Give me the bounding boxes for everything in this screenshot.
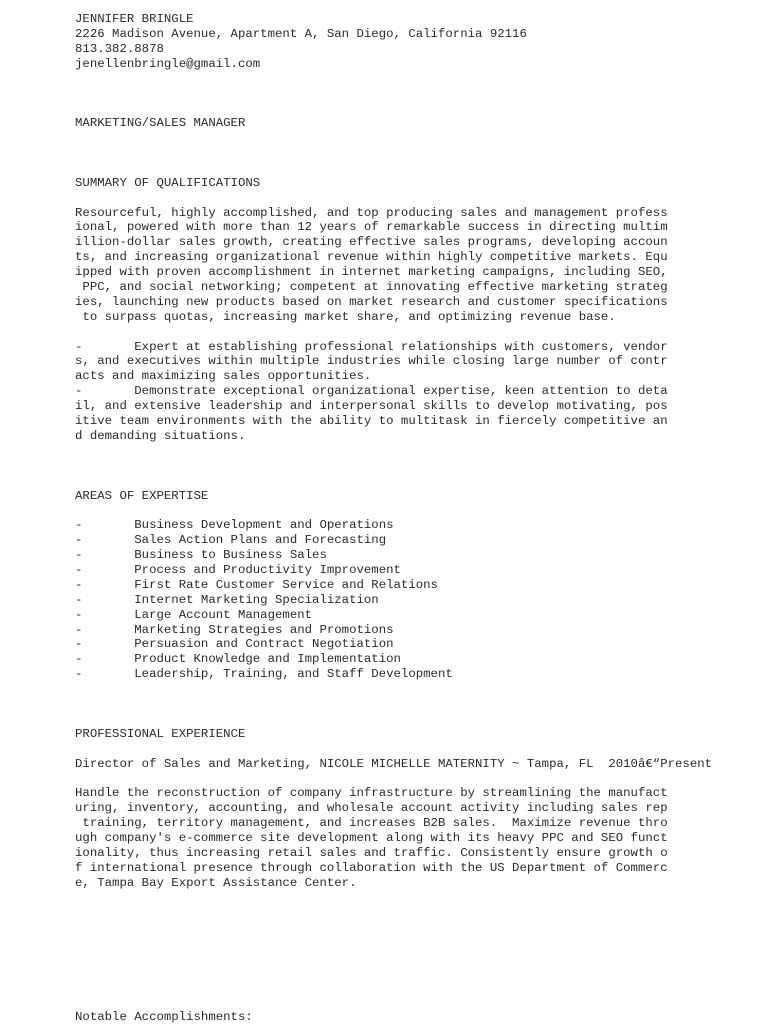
summary-bullet-line: - Expert at establishing professional relationships with customers, vendor xyxy=(75,339,668,354)
expertise-item: - Persuasion and Contract Negotiation xyxy=(75,637,394,652)
expertise-item: - Business Development and Operations xyxy=(75,518,394,533)
job-description-line: e, Tampa Bay Export Assistance Center. xyxy=(75,875,357,890)
job-description-line: ugh company's e-commerce site development along with its heavy PPC and SEO funct xyxy=(75,830,668,845)
summary-bullet-line: acts and maximizing sales opportunities. xyxy=(75,369,372,384)
job-title-line: Director of Sales and Marketing, NICOLE MICHELLE MATERNITY ~ Tampa, FL 2010â€“Present xyxy=(75,756,713,771)
expertise-item: - Business to Business Sales xyxy=(75,548,327,563)
expertise-item: - Large Account Management xyxy=(75,607,313,622)
summary-bullet-line: - Demonstrate exceptional organizational expertise, keen attention to deta xyxy=(75,384,668,399)
expertise-item: - First Rate Customer Service and Relations xyxy=(75,577,438,592)
summary-line: ies, launching new products based on market research and customer specifications xyxy=(75,294,668,309)
accomplishments-heading: Notable Accomplishments: xyxy=(75,1009,253,1024)
summary-line: ts, and increasing organizational revenue within highly competitive markets. Equ xyxy=(75,250,668,265)
expertise-heading: AREAS OF EXPERTISE xyxy=(75,488,209,503)
expertise-item: - Internet Marketing Specialization xyxy=(75,592,379,607)
summary-line: ional, powered with more than 12 years of remarkable success in directing multim xyxy=(75,220,668,235)
expertise-item: - Product Knowledge and Implementation xyxy=(75,652,401,667)
summary-line: to surpass quotas, increasing market share, and optimizing revenue base. xyxy=(75,309,616,324)
applicant-address: 2226 Madison Avenue, Apartment A, San Diego, California 92116 xyxy=(75,26,527,41)
job-description-line: uring, inventory, accounting, and wholesale account activity including sales rep xyxy=(75,801,668,816)
job-description-line: Handle the reconstruction of company infrastructure by streamlining the manufact xyxy=(75,786,668,801)
summary-bullet-line: s, and executives within multiple industries while closing large number of contr xyxy=(75,354,668,369)
applicant-email: jenellenbringle@gmail.com xyxy=(75,56,261,71)
resume-document xyxy=(75,12,712,1025)
applicant-phone: 813.382.8878 xyxy=(75,41,164,56)
experience-heading: PROFESSIONAL EXPERIENCE xyxy=(75,726,246,741)
job-description xyxy=(75,786,712,890)
expertise-item: - Process and Productivity Improvement xyxy=(75,562,401,577)
expertise-item: - Marketing Strategies and Promotions xyxy=(75,622,394,637)
summary-heading: SUMMARY OF QUALIFICATIONS xyxy=(75,175,261,190)
summary-line: Resourceful, highly accomplished, and top producing sales and management profess xyxy=(75,205,668,220)
summary-bullet-line: itive team environments with the ability to multitask in fiercely competitive an xyxy=(75,414,668,429)
summary-line: PPC, and social networking; competent at innovating effective marketing strateg xyxy=(75,280,668,295)
expertise-item: - Sales Action Plans and Forecasting xyxy=(75,533,387,548)
summary-bullet-line: il, and extensive leadership and interpersonal skills to develop motivating, pos xyxy=(75,399,668,414)
expertise-item: - Leadership, Training, and Staff Development xyxy=(75,667,453,682)
objective-title: MARKETING/SALES MANAGER xyxy=(75,116,246,131)
summary-line: ipped with proven accomplishment in internet marketing campaigns, including SEO, xyxy=(75,265,668,280)
applicant-name: JENNIFER BRINGLE xyxy=(75,12,194,26)
summary-line: illion-dollar sales growth, creating effective sales programs, developing accoun xyxy=(75,235,668,250)
job-description-line: f international presence through collaboration with the US Department of Commerc xyxy=(75,860,668,875)
summary-paragraph xyxy=(75,206,712,325)
summary-bullet-line: d demanding situations. xyxy=(75,428,246,443)
summary-bullets xyxy=(75,340,712,444)
job-description-line: training, territory management, and increases B2B sales. Maximize revenue thro xyxy=(75,816,668,831)
expertise-list xyxy=(75,518,712,682)
job-description-line: ionality, thus increasing retail sales and traffic. Consistently ensure growth o xyxy=(75,845,668,860)
